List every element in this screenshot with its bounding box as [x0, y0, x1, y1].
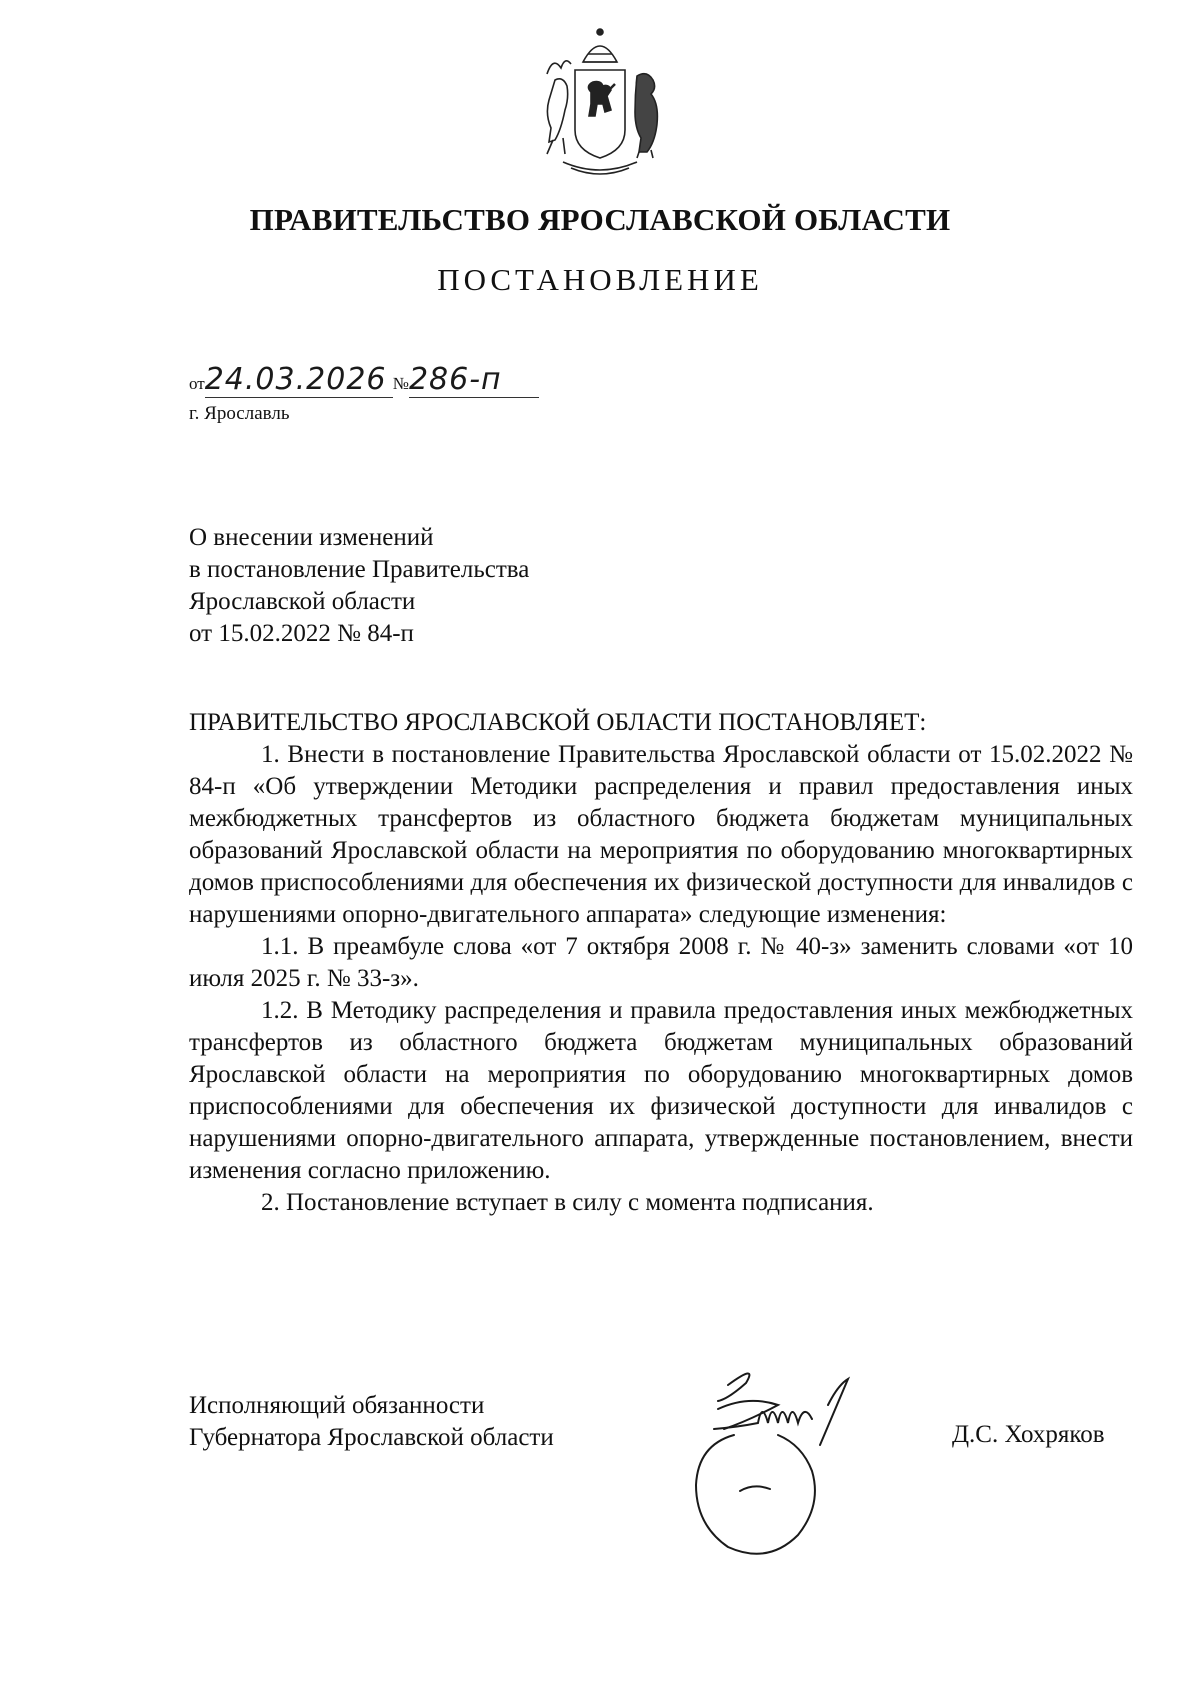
city-label: г. Ярославль: [189, 403, 290, 424]
coat-of-arms-emblem: [533, 22, 667, 182]
paragraph-1-2: 1.2. В Методику распределения и правила предоставления иных межбюджетных трансфертов из областного бюджета бюджетам муниципальных образований Ярославской области на мероприятия по оборудованию многоквартирных домов приспособлениями для обеспечения их физической доступности для инвалидов с нарушениями опорно-двигательного аппарата, утвержденные постановлением, внести изменения согласно приложению.: [189, 997, 1133, 1184]
number-field: [409, 362, 539, 398]
resolution-body: [189, 707, 1133, 1219]
handwritten-signature: [688, 1365, 938, 1565]
position-line: Губернатора Ярославской области: [189, 1424, 554, 1451]
paragraph-1: 1. Внести в постановление Правительства Ярославской области от 15.02.2022 № 84-п «Об утверждении Методики распределения и правил предоставления иных межбюджетных трансфертов из областного бюджета бюджетам муниципальных образований Ярославской области на мероприятия по оборудованию многоквартирных домов приспособлениями для обеспечения их физической доступности для инвалидов с нарушениями опорно-двигательного аппарата» следующие изменения:: [189, 741, 1133, 928]
date-field: [205, 362, 393, 398]
subject-line: от 15.02.2022 № 84-п: [189, 620, 414, 647]
from-label: от: [189, 374, 205, 393]
document-number: 286-п: [408, 362, 502, 397]
paragraph-2: 2. Постановление вступает в силу с момента подписания.: [261, 1189, 874, 1216]
subject-line: О внесении изменений: [189, 524, 434, 551]
signatory-position: [189, 1390, 554, 1454]
position-line: Исполняющий обязанности: [189, 1392, 485, 1419]
government-title: ПРАВИТЕЛЬСТВО ЯРОСЛАВСКОЙ ОБЛАСТИ: [249, 202, 951, 237]
document-type: ПОСТАНОВЛЕНИЕ: [437, 262, 763, 297]
date-number-line: [189, 362, 539, 398]
paragraph-1-1: 1.1. В преамбуле слова «от 7 октября 2008 г. № 40-з» заменить словами «от 10 июля 2025 г. № 33-з».: [189, 933, 1133, 992]
document-date: 24.03.2026: [204, 362, 387, 397]
number-label: №: [392, 374, 409, 393]
subject-line: Ярославской области: [189, 588, 416, 615]
subject-block: [189, 522, 529, 650]
subject-line: в постановление Правительства: [189, 556, 530, 583]
signatory-name: Д.С. Хохряков: [952, 1421, 1105, 1448]
resolution-lead: ПРАВИТЕЛЬСТВО ЯРОСЛАВСКОЙ ОБЛАСТИ ПОСТАНОВЛЯЕТ:: [189, 709, 927, 736]
